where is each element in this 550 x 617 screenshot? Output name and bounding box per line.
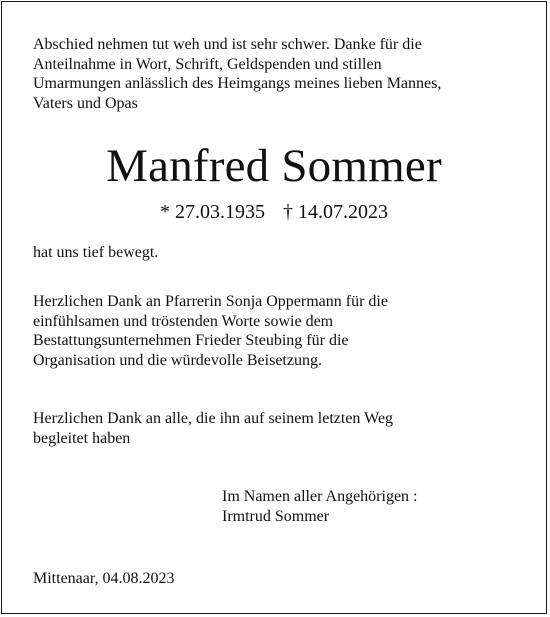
intro-line: Anteilnahme in Wort, Schrift, Geldspenden und stillen [33, 55, 382, 73]
thanks-all-line: begleitet haben [33, 429, 131, 447]
death-date: † 14.07.2023 [283, 201, 388, 223]
thanks-all-line: Herzlichen Dank an alle, die ihn auf seinem letzten Weg [33, 410, 394, 427]
moved-line [33, 243, 523, 263]
birth-date: * 27.03.1935 [160, 201, 265, 223]
thanks-pastor-line: einfühlsamen und tröstenden Worte sowie dem [33, 312, 334, 330]
moved-text: hat uns tief bewegt. [33, 244, 159, 261]
intro-line: Abschied nehmen tut weh und ist sehr schwer. Danke für die [33, 36, 422, 53]
place-date [33, 569, 523, 589]
deceased-name: Manfred Sommer [106, 140, 442, 192]
signoff-line: Im Namen aller Angehörigen : [222, 488, 418, 505]
thanks-pastor-line: Organisation und die würdevolle Beisetzung. [33, 351, 322, 369]
obituary-notice [1, 1, 547, 614]
intro-paragraph [33, 35, 523, 113]
thanks-pastor-line: Herzlichen Dank an Pfarrerin Sonja Oppermann für die [33, 293, 388, 310]
thanks-pastor-paragraph [33, 292, 523, 370]
life-dates [2, 200, 546, 224]
intro-line: Umarmungen anlässlich des Heimgangs meines lieben Mannes, [33, 75, 442, 92]
signoff [222, 487, 522, 526]
thanks-pastor-line: Bestattungsunternehmen Frieder Steubing für die [33, 332, 349, 349]
thanks-all-paragraph [33, 409, 523, 448]
place-date-text: Mittenaar, 04.08.2023 [33, 570, 175, 587]
intro-line: Vaters und Opas [33, 94, 138, 112]
signoff-signature: Irmtrud Sommer [222, 507, 330, 525]
